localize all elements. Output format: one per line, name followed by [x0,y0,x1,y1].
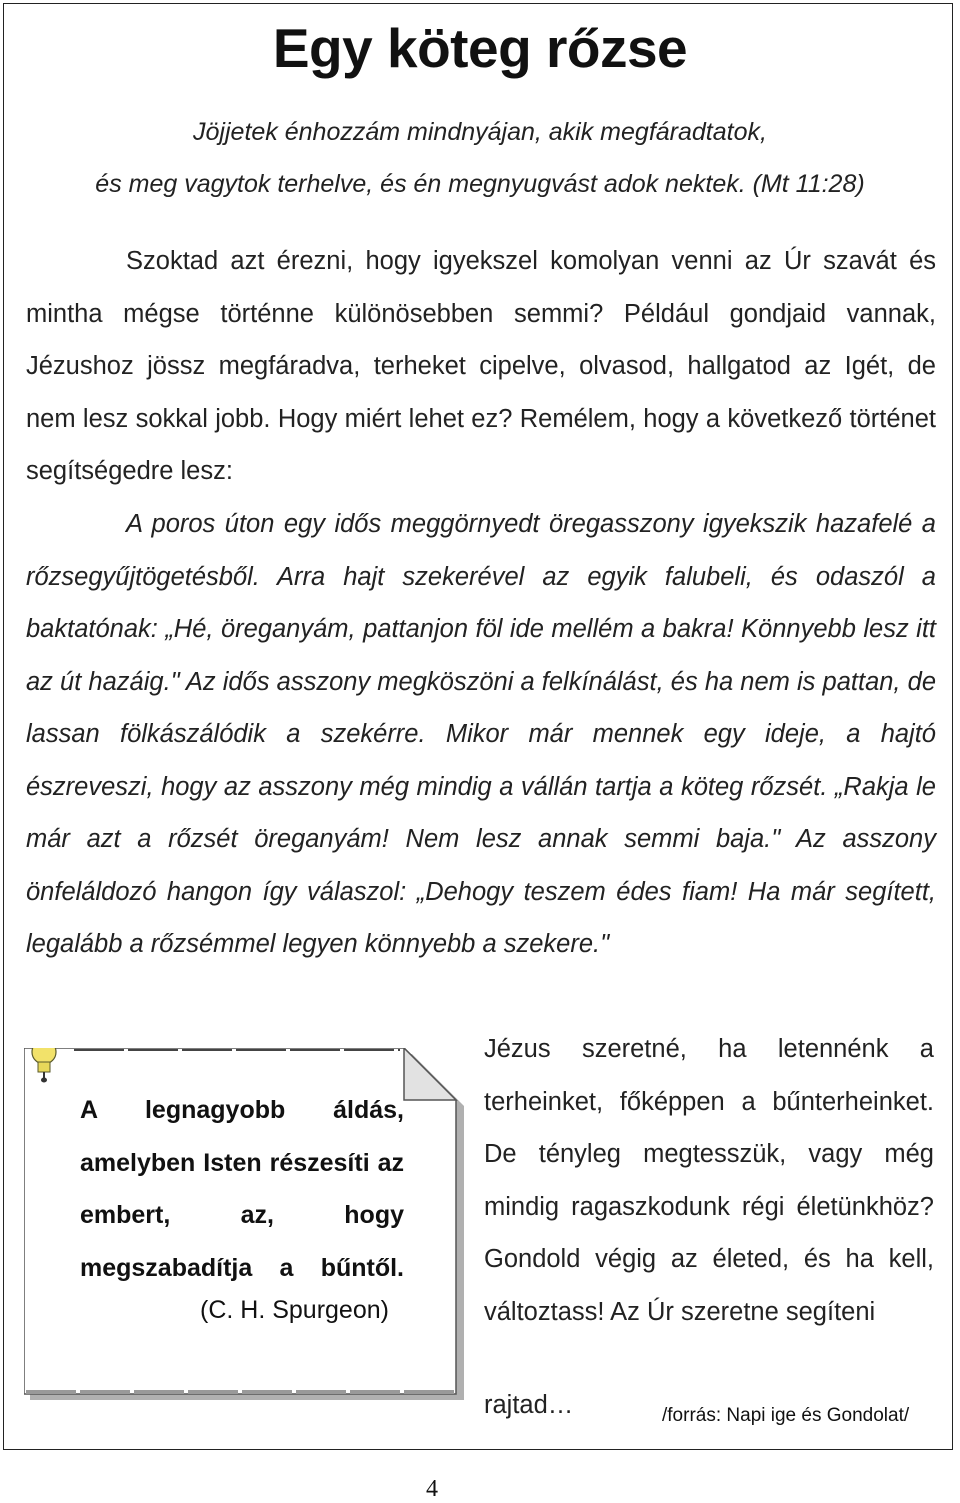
story-paragraph: A poros úton egy idős meggörnyedt öregasszony igyekszik hazafelé a rőzsegyűjtögetésből. Arra hajt szekerével az egyik falubeli, és odaszól a baktatónak: „Hé, öreganyám, pattanjon föl ide mellém a bakra! Könnyebb lesz itt az út hazáig." Az idős asszony megköszöni a felkínálást, és ha nem is pattan, de lassan fölkászálódik a szekérre. Mikor már mennek egy ideje, a hajtó észreveszi, hogy az asszony még mindig a vállán tartja a köteg rőzsét. „Rakja le már azt a rőzsét öreganyám! Nem lesz annak semmi baja." Az asszony önfeláldozó hangon így válaszol: „Dehogy teszem édes fiam! Ha már segített, legalább a rőzsémmel legyen könnyebb a szekere." [26,510,936,958]
quote-text: A legnagyobb áldás, amelyben Isten részesíti az embert, az, hogy megszabadítja a bűntől. [80,1096,404,1282]
quote-author: (C. H. Spurgeon) [200,1296,389,1324]
page-title: Egy köteg rőzse [272,17,688,79]
source-attribution: /forrás: Napi ige és Gondolat/ [662,1405,910,1426]
closing-paragraph: Jézus szeretné, ha letennénk a terheinket, főképpen a bűnterheinket. De tényleg megtesszük, vagy még mindig ragaszkodunk régi életünkhöz? Gondold végig az életed, és ha kell, változtass! Az Úr szeretne segíteni [484,1035,934,1326]
page-number: 4 [426,1476,438,1502]
motto-line-1: Jöjjetek énhozzám mindnyájan, akik megfáradtatok, [193,118,767,146]
closing-last-word: rajtad… [484,1391,574,1419]
motto-line-2: és meg vagytok terhelve, és én megnyugvást adok nektek. (Mt 11:28) [95,170,865,198]
intro-paragraph: Szoktad azt érezni, hogy igyekszel komolyan venni az Úr szavát és mintha mégse történne különösebben semmi? Például gondjaid vannak, Jézushoz jössz megfáradva, terheket cipelve, olvasod, hallgatod az Igét, de nem lesz sokkal jobb. Hogy miért lehet ez? Remélem, hogy a következő történet segítségedre lesz: [26,247,936,485]
